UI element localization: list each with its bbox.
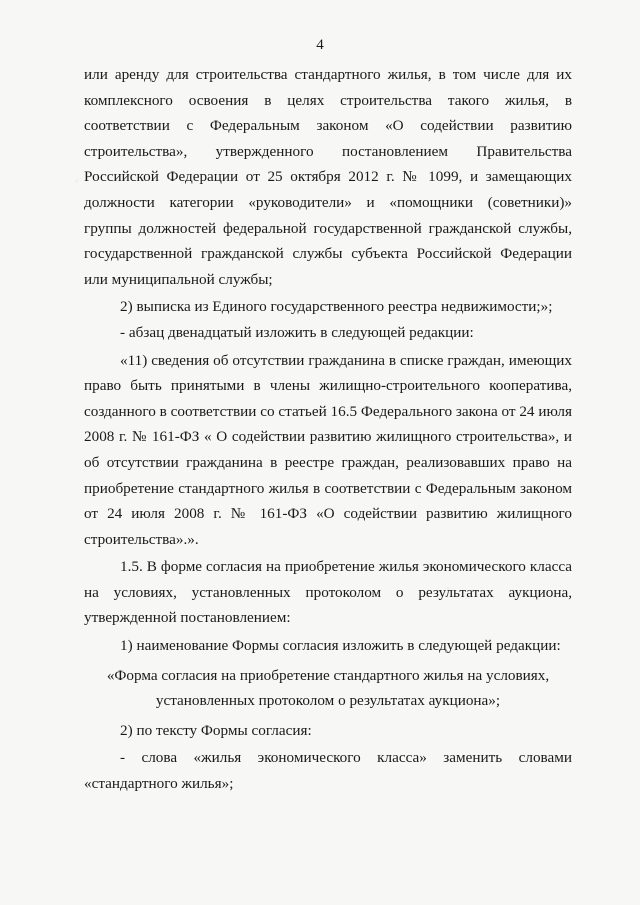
text-line: 2) по тексту Формы согласия: <box>120 721 312 739</box>
text-line: от 24 июля 2008 г. № 161-ФЗ «О содействии развитию жилищного <box>84 505 572 523</box>
text-line: или муниципальной службы; <box>84 270 273 288</box>
text-line: группы должностей федеральной государственной гражданской службы, <box>84 219 572 237</box>
text-line: право быть принятыми в члены жилищно-строительного кооператива, <box>84 377 572 395</box>
text-line: 2) выписка из Единого государственного реестра недвижимости;»; <box>120 298 553 316</box>
text-line: об отсутствии гражданина в реестре граждан, реализовавших право на <box>84 453 572 471</box>
text-line: - слова «жилья экономического класса» заменить словами <box>120 749 572 767</box>
text-line: 2008 г. № 161-ФЗ « О содействии развитию жилищного строительства», и <box>84 428 572 446</box>
text-line: установленных протоколом о результатах аукциона»; <box>155 692 501 710</box>
text-line: приобретение стандартного жилья в соответствии с Федеральным законом <box>84 479 572 497</box>
text-line: на условиях, установленных протоколом о результатах аукциона, <box>84 583 572 601</box>
text-line: созданного в соответствии со статьей 16.5 Федерального закона от 24 июля <box>84 402 572 420</box>
text-line: комплексного освоения в целях строительства такого жилья, в <box>84 91 572 109</box>
text-line: или аренду для строительства стандартного жилья, в том числе для их <box>84 66 572 83</box>
text-line: Российской Федерации от 25 октября 2012 г. № 1099, и замещающих <box>84 168 572 186</box>
text-line: соответствии с Федеральным законом «О содействии развитию <box>84 117 572 135</box>
text-line: «стандартного жилья»; <box>84 775 234 793</box>
document-body <box>84 62 572 797</box>
text-line: 1) наименование Формы согласия изложить в следующей редакции: <box>120 637 561 655</box>
text-line: «Форма согласия на приобретение стандартного жилья на условиях, <box>106 666 550 684</box>
text-line: строительства».». <box>84 530 199 548</box>
text-line: 1.5. В форме согласия на приобретение жилья экономического класса <box>120 558 572 576</box>
text-line: государственной гражданской службы субъекта Российской Федерации <box>84 245 572 263</box>
text-line: строительства», утвержденного постановлением Правительства <box>84 142 572 160</box>
text-line: - абзац двенадцатый изложить в следующей редакции: <box>120 323 474 341</box>
text-line: утвержденной постановлением: <box>84 609 291 627</box>
page-number: 4 <box>316 37 324 53</box>
text-line: должности категории «руководители» и «помощники (советники)» <box>84 193 572 211</box>
text-line: «11) сведения об отсутствии гражданина в списке граждан, имеющих <box>120 351 572 369</box>
